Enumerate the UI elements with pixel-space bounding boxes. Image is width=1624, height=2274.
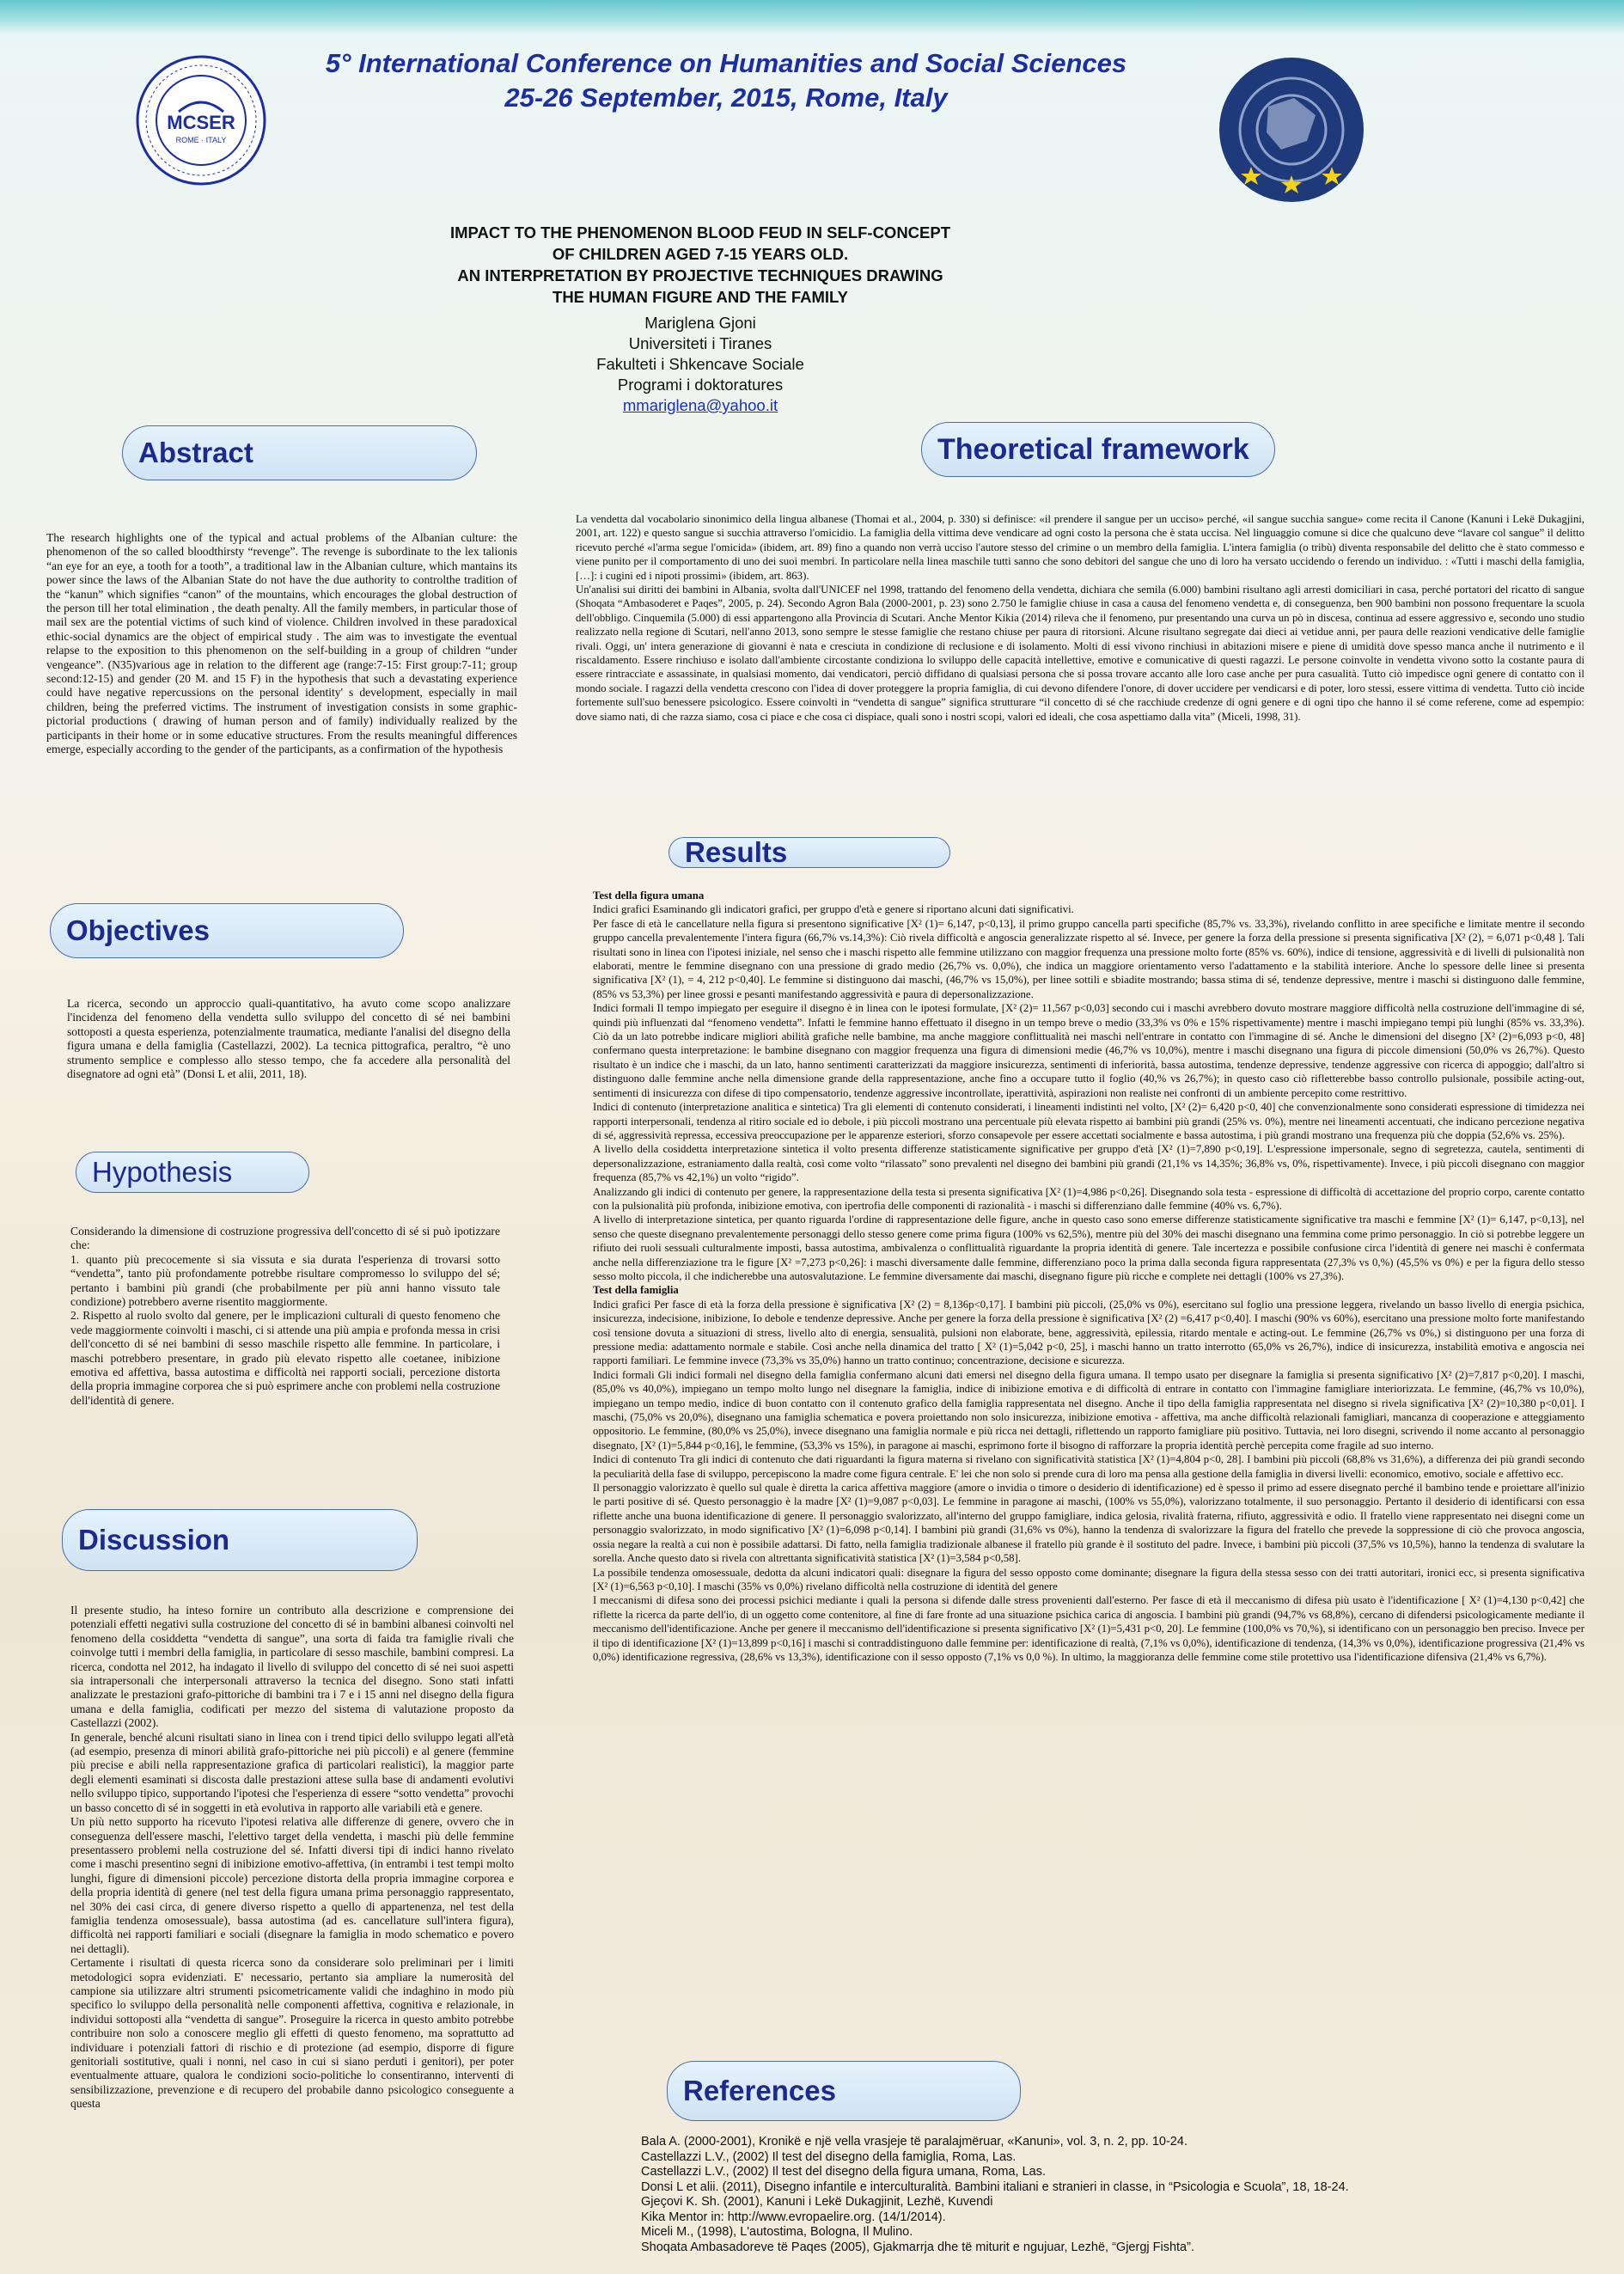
objectives-heading-label: Objectives bbox=[66, 914, 210, 946]
discussion-paragraph: In generale, benché alcuni risultati siano in linea con i trend tipici dello sviluppo legati all'età (ad esempio, presenza di minori abilità grafo-pittoriche nei più piccoli) e al genere (femmine più precise e abili nella rappresentazione grafica di particolari realistici), la maggior parte degli elementi esaminati si discosta dalle prestazioni attese sulla base di andamenti evolutivi nello sviluppo tipico, supportando l'ipotesi che l'esperienza di essere “sotto vendetta” provochi un basso concetto di sé in soggetti in età evolutiva in rapporto alle variabili età e genere. bbox=[70, 1730, 514, 1814]
results-paragraph: Indici grafici Esaminando gli indicatori grafici, per gruppo d'età e genere si riportano alcuni dati significativi. bbox=[593, 903, 1074, 916]
objectives-text bbox=[67, 997, 510, 1081]
hypothesis-heading-label: Hypothesis bbox=[92, 1156, 233, 1188]
discussion-paragraph: Un più netto supporto ha ricevuto l'ipotesi relativa alle differenze di genere, ovvero che in conseguenza dell'essere maschi, l'elettivo target della vendetta, i maschi più delle femmine presentassero problemi nella costruzione del sé. Infatti diversi tipi di indici hanno rivelato come i maschi presentino segni di inibizione emotivo-affettiva, (in entrambi i test tempi molto lunghi, figure di dimensioni piccole) percezione distorta della propria immagine corporea e della propria identità di genere (nel test della figura umana prima personaggio rappresentato, nel 30% dei casi circa, di genere diverso rispetto a quello di appartenenza, nel test della famiglia tendenza omosessuale), bassa autostima (ad es. cancellature sull'intera figura), difficoltà nei rapporti familiari e sociali (disegnare la famiglia in modo schematico e povero nei dettagli). bbox=[70, 1815, 514, 1955]
references-heading bbox=[667, 2061, 1021, 2121]
discussion-heading-label: Discussion bbox=[78, 1524, 230, 1556]
reference-item: Castellazzi L.V., (2002) Il test del disegno della figura umana, Roma, Las. bbox=[641, 2165, 1046, 2179]
conference-globe-logo bbox=[1217, 55, 1366, 205]
objectives-paragraph: La ricerca, secondo un approccio quali-quantitativo, ha avuto come scopo analizzare l'incidenza del fenomeno della vendetta sullo sviluppo del concetto di sé nei bambini sottoposti a questa esperienza, potenzialmente traumatica, mediante l'analisi del disegno della figura umana e della famiglia (Castellazzi, 2002). La tecnica pittografica, peraltro, “è uno strumento semplice e complesso allo stesso tempo, che fa accedere alla personalità del disegnatore ad ogni età” (Donsi L et alii, 2011, 18). bbox=[67, 997, 510, 1081]
abstract-heading-label: Abstract bbox=[138, 437, 253, 468]
conference-header bbox=[258, 46, 1194, 115]
title-line: THE HUMAN FIGURE AND THE FAMILY bbox=[553, 288, 848, 306]
references-heading-label: References bbox=[683, 2075, 836, 2106]
results-paragraph: Indici formali Gli indici formali nel disegno della famiglia confermano alcuni dati emersi nel disegno della figura umana. Il tempo usato per disegnare la famiglia si presenta significativo [X² (2)=7,817 p<0,20]. I maschi, (85,0% vs 40,0%), impiegano un tempo molto lungo nel disegnare la famiglia, indice di inibizione emotiva e di difficoltà di entrare in contatto con l'immagine famigliare interiorizzata. Le femmine, (46,7% vs 10,0%), impiegano un tempo medio, indice di buon contatto con il contenuto grafico della famiglia rappresentata nel disegno. Anche il tipo della famiglia rappresentata nel disegno si rivela significativa [X² (2)=10,380 p<0,01]. I maschi, (75,0% vs 20,0%), disegnano una famiglia schematica e povera proiettando non solo insicurezza, inibizione emotiva - affettiva, ma anche difficoltà relazionali famigliari, mancanza di cooperazione e atteggiamento oppositorio. Le femmine, (80,0% vs 25,0%), invece disegnano una famiglia normale e più ricca nei dettagli, riflettendo un rapporto famigliare più positivo. Tuttavia, nei loro disegni, scrivendo il nome accanto al personaggio disegnato, [X² (1)=5,844 p<0,16], le femmine, (53,3% vs 15%), in paragone ai maschi, esprimono forte il bisogno di rafforzare la propria identità perchè percepita come fragile ad suo interno. bbox=[593, 1368, 1584, 1452]
author-name: Mariglena Gjoni bbox=[644, 314, 756, 332]
results-subheading: Test della figura umana bbox=[593, 889, 705, 902]
author-affiliation: Fakulteti i Shkencave Sociale bbox=[596, 355, 804, 373]
author-block bbox=[378, 313, 1023, 416]
results-paragraph: Indici di contenuto Tra gli indici di contenuto che dati riguardanti la figura materna si rivelano con significatività statistica [X² (1)=4,804 p<0, 28]. I bambini più piccoli (68,8% vs 31,6%), a differenza dei più grandi secondo la peculiarità della fase di sviluppo, percepiscono la madre come figura centrale. E' lei che non solo si prende cura di loro ma pensa alla gestione della famiglia in diversi livelli: economico, emotivo, sociale e affettivo ecc. bbox=[593, 1453, 1584, 1480]
discussion-paragraph: Il presente studio, ha inteso fornire un contributo alla descrizione e comprensione dei potenziali effetti negativi sulla costruzione del concetto di sé in bambini albanesi coinvolti nel fenomeno della cosiddetta “vendetta di sangue”, una sorta di faida tra famiglie rivali che coinvolge tutti i membri della famiglia, in particolare di sesso maschile, bambini compresi. La ricerca, condotta nel 2012, ha indagato il livello di sviluppo del concetto di sé nei suoi aspetti sia intrapersonali che interpersonali attraverso la tecnica del disegno. Sono stati infatti analizzate le prestazioni grafo-pittoriche di bambini tra i 7 e i 15 anni nel disegno della figura umana e della famiglia, codificati per mezzo del sistema di valutazione proposto da Castellazzi (2002). bbox=[70, 1604, 514, 1730]
discussion-text bbox=[70, 1604, 514, 2269]
reference-item: Bala A. (2000-2001), Kronikë e një vella vrasjeje të paralajmëruar, «Kanuni», vol. 3, n. 2, pp. 10-24. bbox=[641, 2135, 1187, 2149]
reference-item: Kika Mentor in: http://www.evropaelire.org. (14/1/2014). bbox=[641, 2210, 946, 2224]
results-paragraph: A livello della cosiddetta interpretazione sintetica il volto presenta differenze statisticamente significative per gruppo d'età [X² (1)=7,890 p<0,19]. L'espressione impersonale, segno di segretezza, cautela, sentimenti di depersonalizzazione, estraniamento dalla realtà, così come volto “rilassato” sono prevalenti nel disegno dei bambini più grandi (21,1% vs 14,35%; 36,8% vs, 0%, rispettivamente). Invece, i più piccoli disegnano con maggior frequenza (85,7% vs 42,1%) un volto “rigido”. bbox=[593, 1143, 1584, 1184]
reference-item: Castellazzi L.V., (2002) Il test del disegno della famiglia, Roma, Las. bbox=[641, 2149, 1017, 2164]
results-paragraph: Il personaggio valorizzato è quello sul quale è diretta la carica affettiva maggiore (amore o invidia o timore o desiderio di identificazione) ed è spesso il primo ad essere disegnato perché il bambino tende e proiettare all'inizio le parti positive di sé. Questo personaggio è la madre [X² (1)=9,087 p<0,03]. Le femmine in paragone ai maschi, (100% vs 55,0%), valorizzano totalmente, il suo personaggio. Pertanto il desiderio di identificarsi con essa riflette anche una buona identificazione di genere. Il personaggio svalorizzato, all'interno del gruppo famigliare, indica gelosia, rivalità fraterna, rifiuto, aggressività e odio. Il fratello viene rappresentato nei disegni come un personaggio svalorizzato, in modo significativo [X² (1)=6,098 p<0,14]. I bambini più grandi (31,6% vs 0%), hanno la tendenza di svalorizzare la figura del fratello che prevede la soppressione di ciò che provoca angoscia, ossia negare la realtà a cui non è possibile adattarsi. Di fatto, nella famiglia tradizionale albanese il fratello più grande è il sostituto del padre. Invece, i bambini più piccoli (37,5% vs 10,5%), hanno la tendenza di svalutare la sorella. Anche questo dato si rivela con altrettanta significatività statistica [X² (1)=3,584 p<0,58]. bbox=[593, 1482, 1584, 1565]
results-heading-label: Results bbox=[685, 836, 788, 868]
results-text bbox=[593, 889, 1584, 2045]
theoretical-framework-heading bbox=[921, 422, 1275, 477]
svg-text:ROME · ITALY: ROME · ITALY bbox=[175, 136, 227, 144]
theoretical-paragraph: Un'analisi sui diritti dei bambini in Albania, svolta dall'UNICEF nel 1998, trattando del fenomeno della vendetta, dichiara che semila (6.000) bambini risultano agli arresti domiciliari in casa, perché portatori del ricatto di sangue (Shoqata “Ambasoderet e Paqes”, 2005, p. 24). Secondo Agron Bala (2000-2001, p. 23) sono 2.750 le famiglie chiuse in casa a causa del fenomeno vendetta e, di conseguenza, ben 900 bambini non possono frequentare la scuola dell'obbligo. Cinquemila (5.000) di essi appartengono alla Provincia di Scutari. Anche Mentor Kikia (2014) rileva che il fenomeno, pur presentando una curva un pò in discesa, continua ad essere aggressivo e, secondo uno studio realizzato nella regione di Scutari, nell'anno 2013, sono sempre le stesse famiglie che restano chiuse per paura di ritorsioni. Alcune risultano segregate dai dieci ai vetidue anni, per paura delle reazioni vendicative delle famiglie rivali. Oggi, un' intera generazione di giovanni è nata e cresciuta in condizione di reclusione e di isolamento. Molti di essi vivono rinchiusi in abitazioni misere e piene di umidità dove spesso manca anche il nutrimento e il riscaldamento. Essere rinchiuso e isolato dall'ambiente circostante condiziona lo sviluppo delle capacità intellettive, emotive e comunicative di questi ragazzi. Le persone coinvolte in vendetta vivono sotto la costante paura di essere rintracciate e assassinate, in qualsiasi momento, dai vendicatori, perciò diffidano di qualsiasi persona che si possa trovare accanto alle loro case anche per pura casualità. Tutto ciò impedisce ogni genere di contatto con il mondo sociale. I ragazzi della vendetta crescono con l'idea di dover proteggere la propria famiglia, di cui devono difendere l'onore, di dover uccidere per vendicarsi e di poter, loro stessi, essere vittima di vendetta. Tutto ciò incide fortemente sull'suo benessere psicologico. Essere coinvolti in “vendetta di sangue” significa strutturare “il concetto di sé che racchiude credenze di ogni genere e di ogni tipo che hanno il sé come referene, come ad espempio: dove siamo nati, di che razza siamo, cosa ci piace e che cosa ci dispiace, quali sono i nostri scopi, valori ed ideali, che cosa aspettiamo dalla vita” (Miceli, 1998, 31). bbox=[576, 584, 1584, 723]
svg-text:MCSER: MCSER bbox=[167, 112, 235, 133]
author-affiliation: Programi i doktoratures bbox=[617, 376, 784, 394]
theoretical-framework-text bbox=[576, 512, 1584, 724]
results-paragraph: Indici grafici Per fasce di età la forza della pressione è significativa [X² (2) = 8,136p<0,17]. I bambini più piccoli, (25,0% vs 0%), esercitano sul foglio una pressione leggera, rivelando un basso livello di energia psichica, insicurezza, indecisione, inibizione, Io debole e tendenze depressive. Anche per genere la forza della pressione è significativa [X² (2) =6,417 p<0,40]. I maschi (90% vs 60%), esercitano una pressione molto forte manifestando così tensione dovuta a situazioni di stress, livello alto di energia, sensualità, pulsioni non elaborate, bene, aggressività, epilessia, ritardo mentale e acting-out. Le femmine (26,7% vs 0%,) si distinguono per una forza di pressione media: adattamento normale e stabile. Così anche nella dinamica del tratto [ X² (1)=5,042 p<0, 25], i maschi hanno un tratto interrotto (65,0% vs 26,7%), indice di insicurezza, instabilità emotiva e angoscia nei rapporti familiari. Le femmine invece (73,3% vs 35,0%) hanno un tratto continuo; concentrazione, decisione e sicurezza. bbox=[593, 1298, 1584, 1367]
objectives-heading bbox=[50, 903, 404, 958]
abstract-heading bbox=[122, 425, 477, 480]
hypothesis-heading bbox=[76, 1152, 309, 1193]
results-paragraph: A livello di interpretazione sintetica, per quanto riguarda l'ordine di rappresentazione delle figure, anche in questo caso sono emerse differenze statisticamente significative tra maschi e femmine [X² (1)= 6,147, p<0,13], nel senso che queste disegnano prevalentemente personaggi dello stesso genere come prima figura (100% vs 62,5%), mentre più del 30% dei maschi disegnano una femmina come primo personaggio. In ciò si potrebbe leggere un rifiuto dei ruoli sessuali culturalmente imposti, bassa autostima, ambivalenza o conflittualità riguardante la propria identità di genere. Tale incertezza e possibile confusione circa l'identità di genere nei maschi è confermata anche nella differenziazione tra le figure [X² =7,273 p<0,26]: i maschi diversamente dalle femmine, differenziano poco la prima dalla seconda figura rappresentata (27,3% vs 0,%) (45,5% vs 0%) e per la figura dello stesso sesso molto piccola, il che indicherebbe una autosvalutazione. Le femmine diversamente dai maschi, disegnano figure più ricche e complete nei dettagli (100% vs 27,3%). bbox=[593, 1213, 1584, 1282]
conference-date-place: 25-26 September, 2015, Rome, Italy bbox=[504, 83, 948, 113]
discussion-heading bbox=[62, 1509, 418, 1571]
title-line: OF CHILDREN AGED 7-15 YEARS OLD. bbox=[552, 245, 849, 263]
results-paragraph: La possibile tendenza omosessuale, dedotta da alcuni indicatori quali: disegnare la figura del sesso opposto come dominante; disegnare la figura della stessa sesso con dei tratti autoritari, ironici ecc, si presenta significativa [X² (1)=6,563 p<0,10]. I maschi (35% vs 0,0%) rivelano difficoltà nella costruzione di identità del genere bbox=[593, 1566, 1584, 1592]
results-paragraph: Indici formali Il tempo impiegato per eseguire il disegno è in linea con le ipotesi formulate, [X² (2)= 11,567 p<0,03] secondo cui i maschi avrebbero dovuto mostrare maggiore difficoltà nella costruzione dell'immagine di sé, quindi più influenzati dal “fenomeno vendetta”. Infatti le femmine hanno effettuato il disegno in un tempo breve o medio (33,3% vs 0% e 15% rispettivamente) mentre i maschi impiegano tempi più lunghi (85% vs. 33,3%). Ciò da un lato potrebbe indicare migliori abilità grafiche nelle bambine, ma anche maggiore conflittualità nei maschi nell'entrare in contatto con l'immagine di sé. Anche le dimensioni del disegno [X² (2)=6,093 p<0, 48] confermano questa interpretazione: le bambine disegnano con maggior frequenza una figura di dimensioni medie (46,7% vs 10,0%), mentre i maschi disegnano una figura di piccole dimensioni (50,0% vs 26,7%). Questo risultato è un indice che i maschi, da un lato, hanno sentimenti caratterizzati da maggiore insicurezza, sentimenti di inferiorità, bassa autostima, tendenze depressive, tendenze aggressive con ricerca di appoggio; dall'altro si distinguono dalle femmine anche nella dimensione grande della rappresentazione, anche fino a occupare tutto il foglio (40,% vs 26,7%); in questo caso ciò rifletterebbe basso controllo pulsionale, possibile acting-out, sentimenti di insicurezza con difese di tipo compensatorio, tendenze aggressive incontrollate, iperattività, aspirazioni non realiste nei confronti di un ambiente percepito come restrittivo. bbox=[593, 1002, 1584, 1099]
hypothesis-paragraph: 1. quanto più precocemente si sia vissuta e sia durata l'esperienza di trovarsi sotto “vendetta”, tanto più profondamente potrebbe risultare compromesso lo sviluppo del sé; pertanto i bambini più grandi (che probabilmente per più anni hanno vissuto tale condizione) potrebbero averne risentito maggiormente. bbox=[70, 1252, 500, 1309]
results-subheading: Test della famiglia bbox=[593, 1284, 679, 1297]
hypothesis-paragraph: Considerando la dimensione di costruzione progressiva dell'concetto di sé si può ipotizzare che: bbox=[70, 1225, 500, 1252]
reference-item: Shoqata Ambasadoreve të Paqes (2005), Gjakmarrja dhe të miturit e ngujuar, Lezhë, “Gjergj Fishta”. bbox=[641, 2240, 1194, 2254]
title-line: IMPACT TO THE PHENOMENON BLOOD FEUD IN SELF-CONCEPT bbox=[449, 223, 951, 241]
abstract-paragraph: The research highlights one of the typical and actual problems of the Albanian culture: the phenomenon of the so called bloodthirsty “revenge”. The revenge is subordinate to the lex talionis “an eye for an eye, a tooth for a tooth”, a traditional law in the Albanian culture, which mantains its power since the laws of the Albanian State do not have the due authority to controlthe tradition of the “kanun” which signifies “canon” of the mountains, which encourages the global destruction of the person till her total elimination , the death penalty. All the family members, in particular those of mail sex are the potential victims of such kind of violence. Children involved in these paradoxical ethic-social dynamics are the object of empirical study . The aim was to investigate the eventual relapse to the exposition to this phenomenon on the self-building in a group of children “under vengeance”. (N35)various age in relation to the different age (range:7-15: First group:7-11; group second:12-15) and gender (20 M. and 15 F) in the hypothesis that such a devastating experience could have negative repercussions on the personal identity' s development, especially in mail children, being the preferred victims. The instrument of investigation consists in some graphic- pictorial productions ( drawing of human person and of family) individually realized by the participants in their home or in some educative structures. From the results meaningful differences emerge, especially according to the gender of the participants, as a confirmation of the hypothesis bbox=[46, 531, 517, 756]
results-paragraph: I meccanismi di difesa sono dei processi psichici mediante i quali la persona si difende dalle stress provenienti dall'esterno. Per fasce di età il meccanismo di difesa più usato è l'identificazione [ X² (1)=4,130 p<0,42] che riflette la ricerca da parte dell'io, di un oggetto come contenitore, al fine di fare fronte ad una situazione psichica carica di angoscia. I bambini più grandi (94,7% vs 68,8%), cercano di difendersi psicologicamente mediante il meccanismo dell'identificazione. Anche per genere il meccanismo dell'identificazione si presenta significativo [X² (1)=5,431 p<0, 20]. Le femmine (100,0% vs 70,%), si identificano con un personaggio ben preciso. Invece per il tipo di identificazione [X² (1)=13,899 p<0,16] i maschi si contraddistinguono dalle femmine per: identificazione di realtà, (7,1% vs 0,0%), identificazione di tendenza, (14,3% vs 0,0%), identificazione progressiva (21,4% vs 0,0%) identificazione regressiva, (28,6% vs 13,3%), identificazione con il sesso opposto (7,1% vs 0,0 %). In ultimo, la maggioranza delle femmine come stile protettivo usa l'identificazione difensiva (21,4% vs 6,7%). bbox=[593, 1594, 1584, 1663]
discussion-paragraph: Certamente i risultati di questa ricerca sono da considerare solo preliminari per i limiti metodologici sopra evidenziati. E' necessario, pertanto sia ampliare la numerosità del campione sia utilizzare altri strumenti psicometricamente validi che indaghino in modo più specifico lo sviluppo della personalità nelle componenti affettiva, cognitiva e relazionale, in individui sottoposti alla “vendetta di sangue”. Proseguire la ricerca in questo ambito potrebbe contribuire non solo a conoscere meglio gli effetti di questo fenomeno, ma soprattutto ad individuare i potenziali fattori di rischio e di protezione (ad esempio, disporre di figure genitoriali sostitutive, quali i nonni, nel caso in cui si siano perduti i genitori), per poter eventualmente attuare, qualora le condizioni socio-politiche lo consentiranno, interventi di sensibilizzazione, prevenzione e di recupero del probabile danno psicologico conseguente a questa bbox=[70, 1956, 514, 2111]
reference-item: Donsi L et alii. (2011), Disegno infantile e interculturalità. Bambini italiani e stranieri in classe, in “Psicologia e Scuola”, 18, 18-24. bbox=[641, 2179, 1349, 2194]
paper-title bbox=[378, 222, 1023, 308]
reference-item: Miceli M., (1998), L'autostima, Bologna, Il Mulino. bbox=[641, 2225, 913, 2239]
mcser-logo bbox=[136, 55, 266, 186]
reference-item: Gjeçovi K. Sh. (2001), Kanuni i Lekë Dukagjinit, Lezhë, Kuvendi bbox=[641, 2195, 993, 2209]
conference-title: 5° International Conference on Humanities and Social Sciences bbox=[325, 48, 1127, 78]
abstract-text bbox=[46, 531, 517, 757]
theoretical-paragraph: La vendetta dal vocabolario sinonimico della lingua albanese (Thomai et al., 2004, p. 330) si definisce: «il prendere il sangue per un ucciso» perché, «il sangue succhia sangue» come recita il Canone (Kanuni i Lekë Dukagjini, 2001, art. 122) e questo sangue si succhia attraverso l'omicidio. La famiglia della vittima deve vendicare ad ogni costo la persona che è stata uccisa. Nel linguaggio comune si dice che qualcuno deve “lavare col sangue” il delitto ricevuto perché «l'arma segue l'omicida» (ibidem, art. 89) fino a quando non verrà ucciso l'autore stesso del crimine o un membro della famiglia. L'intera famiglia (o tribù) diventa responsabile del delitto che è stato commesso e viene punito per il comportamento di uno dei suoi membri. In particolare nella linea maschile tutti sanno che sono debitori del sangue che uno di loro ha versato uccidendo o ferendo un individuo. : «Tutti i maschi della famiglia, […]: i cugini ed i nipoti prossimi» (ibidem, art. 863). bbox=[576, 513, 1584, 582]
references-list bbox=[641, 2135, 1500, 2255]
top-band bbox=[0, 0, 1624, 34]
results-heading bbox=[669, 837, 950, 868]
hypothesis-text bbox=[70, 1225, 500, 1408]
author-email-link[interactable]: mmariglena@yahoo.it bbox=[622, 396, 778, 414]
results-paragraph: Analizzando gli indici di contenuto per genere, la rappresentazione della testa si presenta significativa [X² (1)=4,986 p<0,26]. Disegnando sola testa - espressione di difficoltà di accettazione del proprio corpo, carente contatto con la pulsionalità più profonda, inibizione emotiva, con ipertrofia delle componenti di razionalità - i maschi si differenziano dalle femmine (40% vs. 6,7%). bbox=[593, 1185, 1584, 1212]
title-line: AN INTERPRETATION BY PROJECTIVE TECHNIQUES DRAWING bbox=[457, 266, 943, 284]
results-paragraph: Per fasce di età le cancellature nella figura si presentono significative [X² (1)= 6,147, p<0,13], il primo gruppo cancella parti specifiche (85,7% vs. 33,3%), rivelando conflitto in aree specifiche e limitate mentre il secondo gruppo cancella prevalentemente l'intera figura (66,7% vs.14,3%): Ciò rivela difficoltà e angoscia generalizzate rispetto al sé. Invece, per genere la forza della pressione si presenta significativa [X² (2), = 6,071 p<0,48 ]. Tali risultati sono in linea con l'ipotesi iniziale, nel senso che i maschi rispetto alle femmine utilizzano con maggior frequenza una pressione molto forte (85% vs. 60%), indice di tensione, aggressività e di livelli di pulsionalità non elaborati, mentre le femmine disegnano con una pressione di grado medio (26,7% vs. 0,0%), che indica un maggiore orientamento verso l'adattamento e la stabilità interiore. Anche lo spessore delle linee si presenta significativa [X² (1), = 4, 212 p<0,40]. Le femmine si distinguono dai maschi, (46,7% vs 15,0%), per linee sottili e sbiadite mostrando; bassa stima di sé, tendenze depressive, mentre i maschi si distinguono dalle femmine, (85% vs 53,3%) per linee grossi e pesanti manifestando aggressività e paura di depersonalizzazione. bbox=[593, 917, 1584, 1000]
theoretical-framework-heading-label: Theoretical framework bbox=[937, 432, 1249, 466]
results-paragraph: Indici di contenuto (interpretazione analitica e sintetica) Tra gli elementi di contenuto considerati, i lineamenti indistinti nel volto, [X² (2)= 6,420 p<0, 40] che convenzionalmente sono considerati espressione di timidezza nei rapporti interpersonali, tendenza al ritiro sociale ed io debole, i più piccoli mostrano una percentuale più elevata rispetto ai bambini più grandi (25% vs. 0%), mentre nei lineamenti accentuati, che indicano percezione negativa di sé, aggressività repressa, eccessiva preoccupazione per le apparenze esteriori, sforzo consapevole per essere accettati socialmente e bassa autostima, i più grandi mostrano una frequenza più che doppia (52,6% vs. 25%). bbox=[593, 1101, 1584, 1141]
hypothesis-paragraph: 2. Rispetto al ruolo svolto dal genere, per le implicazioni culturali di questo fenomeno che vede maggiormente coinvolti i maschi, ci si attende una più ampia e profonda messa in crisi dell'concetto di sé nei bambini di sesso maschile rispetto alle femmine. In particolare, i maschi potrebbero presentare, in grado più elevato rispetto alle coetanee, inibizione emotiva ed affettiva, bassa autostima e difficoltà nei rapporti sociali, percezione distorta della propria immagine corporea che si può esprimere anche con problemi nella costruzione dell'identità di genere. bbox=[70, 1309, 500, 1407]
author-affiliation: Universiteti i Tiranes bbox=[628, 334, 772, 352]
